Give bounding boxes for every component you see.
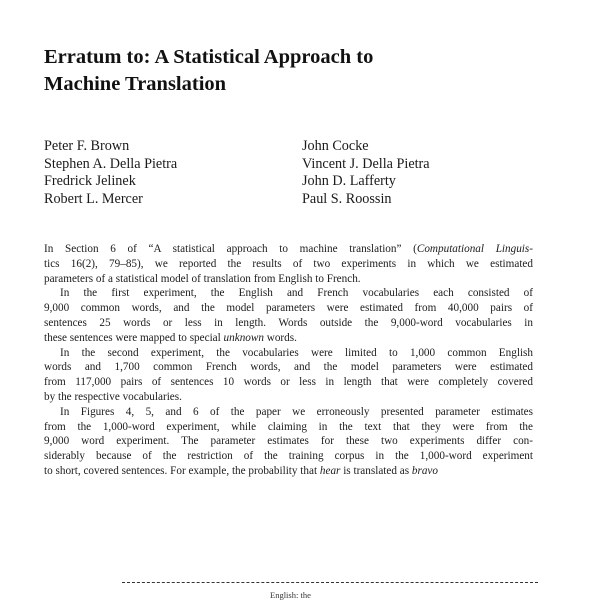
title-line-2: Machine Translation <box>44 73 227 95</box>
body-paragraph <box>44 346 533 405</box>
text-run: these sentences were mapped to special <box>44 331 224 344</box>
text-line <box>44 272 533 287</box>
body-paragraph <box>44 286 533 345</box>
title-line-1: Erratum to: A Statistical Approach to <box>44 46 374 68</box>
text-line <box>44 405 533 420</box>
italic-text: bravo <box>411 464 438 477</box>
text-run: In Section 6 of “A statistical approach to machine translation” ( <box>44 243 417 255</box>
text-line <box>44 375 533 390</box>
paper-title <box>44 44 564 98</box>
text-line <box>44 286 533 301</box>
text-line <box>44 242 533 257</box>
text-run: sentences 25 words or less in length. Words outside the 9,000-word vocabularies in <box>44 316 533 329</box>
text-line <box>44 449 533 464</box>
text-run: tics <box>44 257 60 270</box>
body-paragraph <box>44 242 533 286</box>
body-paragraph <box>44 405 533 479</box>
authors-right-column <box>302 138 430 208</box>
author-name: John Cocke <box>302 138 369 154</box>
author-name: John D. Lafferty <box>302 173 396 190</box>
text-run: 9,000 common words, and the model parameters were estimated from 40,000 pairs of <box>44 302 533 315</box>
text-run: from 117,000 pairs of sentences 10 words or less in length that were completely covered <box>44 376 533 389</box>
text-line <box>44 464 533 479</box>
text-line <box>44 360 533 375</box>
text-line <box>44 434 533 449</box>
author-name: Paul S. Roossin <box>302 190 392 207</box>
author-name: Robert L. Mercer <box>44 190 143 207</box>
text-run: words and 1,700 common French words, and the model parameters were estimated <box>44 361 533 374</box>
text-line <box>44 301 533 316</box>
text-run: to short, covered sentences. For example, the probability that <box>44 464 320 477</box>
italic-text: hear <box>319 464 341 477</box>
author-name: Peter F. Brown <box>44 138 130 154</box>
author-name: Fredrick Jelinek <box>44 173 136 190</box>
body-text <box>44 242 533 479</box>
italic-text: Computational Linguis- <box>416 243 533 255</box>
italic-text: unknown <box>223 331 264 344</box>
text-run: by the respective vocabularies. <box>44 390 182 403</box>
text-line <box>44 420 533 435</box>
text-line <box>44 316 533 331</box>
authors-left-column <box>44 138 177 208</box>
text-run: from the 1,000-word experiment, while claiming in the text that they were from the <box>44 420 533 433</box>
text-run: 9,000 word experiment. The parameter estimates for these two experiments differ con- <box>44 435 533 448</box>
text-line <box>44 331 533 346</box>
text-run: In Figures 4, 5, and 6 of the paper we erroneously presented parameter estimates <box>60 405 533 418</box>
author-name: Stephen A. Della Pietra <box>44 155 178 172</box>
text-line <box>44 390 533 405</box>
text-run: 16(2), 79–85), we reported the results of two experiments in which we estimated <box>59 257 533 270</box>
text-run: parameters of a statistical model of translation from English to French. <box>44 272 361 285</box>
text-line <box>44 257 533 272</box>
author-name: Vincent J. Della Pietra <box>302 155 430 172</box>
text-run: siderably because of the restriction of the training corpus in the 1,000-word experiment <box>44 450 533 463</box>
text-run: words. <box>263 331 297 344</box>
text-run: is translated as <box>340 464 412 477</box>
table-top-rule <box>122 582 538 583</box>
text-line <box>44 346 533 361</box>
text-run: In the first experiment, the English and French vocabularies each consisted of <box>60 287 533 300</box>
text-run: In the second experiment, the vocabularies were limited to 1,000 common English <box>60 346 533 359</box>
table-header-partial: English: the <box>270 590 311 600</box>
